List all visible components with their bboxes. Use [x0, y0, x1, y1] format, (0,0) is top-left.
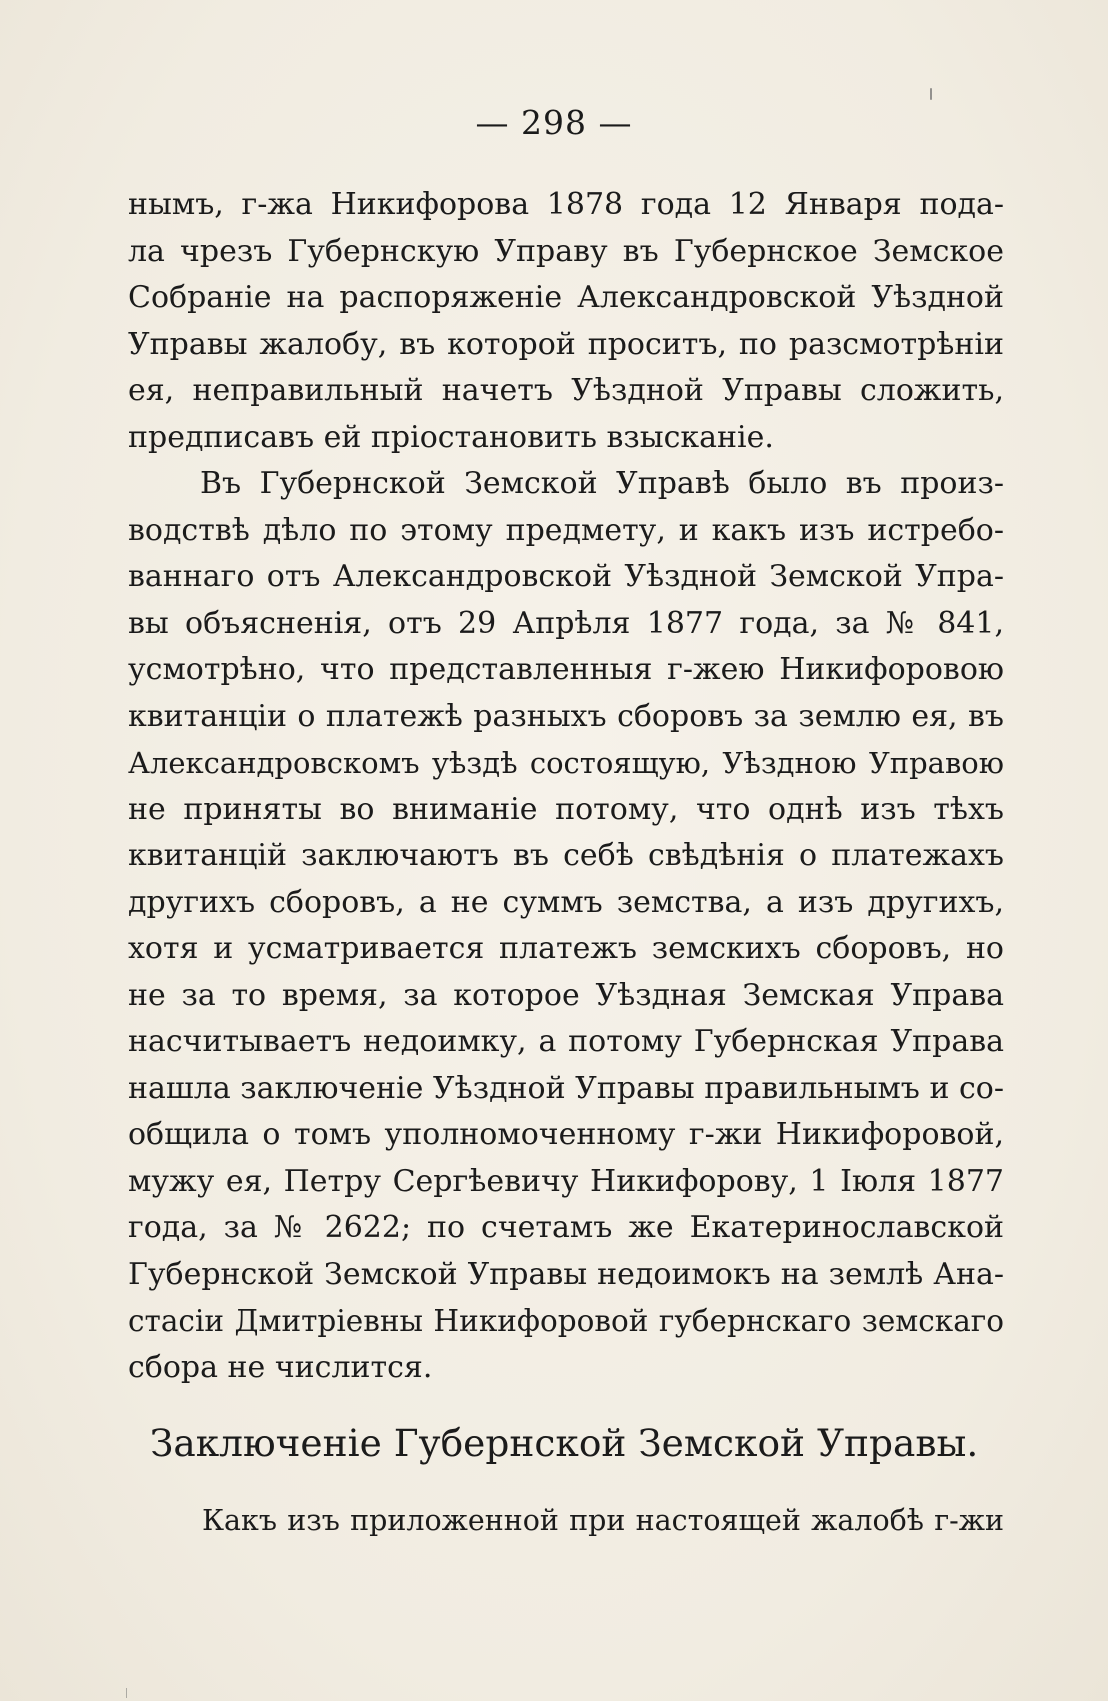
- paper-speck: [930, 88, 932, 100]
- text-line: нымъ, г-жа Никифорова 1878 года 12 Января пода-: [128, 187, 1004, 222]
- text-line: стасіи Дмитріевны Никифоровой губернскаго земскаго: [128, 1304, 1004, 1338]
- text-line: другихъ сборовъ, а не суммъ земства, а изъ другихъ,: [128, 884, 1004, 920]
- text-line: хотя и усматривается платежъ земскихъ сборовъ, но: [128, 931, 1004, 966]
- text-line: Собраніе на распоряженіе Александровской Уѣздной: [128, 280, 1004, 315]
- text-line: сбора не числится.: [128, 1349, 433, 1385]
- text-line: насчитываетъ недоимку, а потому Губернская Управа: [128, 1024, 1004, 1059]
- text-line: предписавъ ей пріостановить взысканіе.: [128, 419, 774, 455]
- text-line: Управы жалобу, въ которой проситъ, по разсмотрѣніи: [128, 326, 1004, 362]
- text-line: мужу ея, Петру Сергѣевичу Никифорову, 1 Іюля 1877: [128, 1163, 1004, 1199]
- body-text: [128, 182, 1004, 1391]
- text-line: усмотрѣно, что представленныя г-жею Никифоровою: [128, 652, 1004, 687]
- text-line: Какъ изъ приложенной при настоящей жалобѣ г-жи: [202, 1504, 1004, 1537]
- text-line: нашла заключеніе Уѣздной Управы правильнымъ и со-: [128, 1070, 1004, 1106]
- text-line: ла чрезъ Губернскую Управу въ Губернское Земское: [128, 233, 1004, 269]
- text-line: не приняты во вниманіе потому, что однѣ изъ тѣхъ: [128, 791, 1004, 827]
- section-heading: Заключеніе Губернской Земской Управы.: [150, 1421, 979, 1465]
- text-line: Въ Губернской Земской Управѣ было въ произ-: [200, 466, 1004, 501]
- text-line: водствѣ дѣло по этому предмету, и какъ изъ истребо-: [128, 512, 1004, 548]
- text-line: года, за № 2622; по счетамъ же Екатеринославской: [128, 1210, 1004, 1245]
- text-line: квитанціи о платежѣ разныхъ сборовъ за землю ея, въ: [128, 698, 1004, 734]
- text-line: не за то время, за которое Уѣздная Земская Управа: [128, 977, 1004, 1013]
- text-line: Губернской Земской Управы недоимокъ на землѣ Ана-: [128, 1256, 1004, 1292]
- paper-speck: [126, 1688, 127, 1698]
- page-number: — 298 —: [475, 103, 633, 142]
- text-line: общила о томъ уполномоченному г-жи Никифоровой,: [128, 1117, 1004, 1152]
- text-line: ея, неправильный начетъ Уѣздной Управы сложить,: [128, 373, 1004, 408]
- text-line: ваннаго отъ Александровской Уѣздной Земской Упра-: [128, 559, 1004, 594]
- text-line: Александровскомъ уѣздѣ состоящую, Уѣздною Управою: [128, 746, 1004, 780]
- text-line: вы объясненія, отъ 29 Апрѣля 1877 года, за № 841,: [128, 605, 1004, 641]
- text-line: квитанцій заключаютъ въ себѣ свѣдѣнія о платежахъ: [128, 838, 1004, 873]
